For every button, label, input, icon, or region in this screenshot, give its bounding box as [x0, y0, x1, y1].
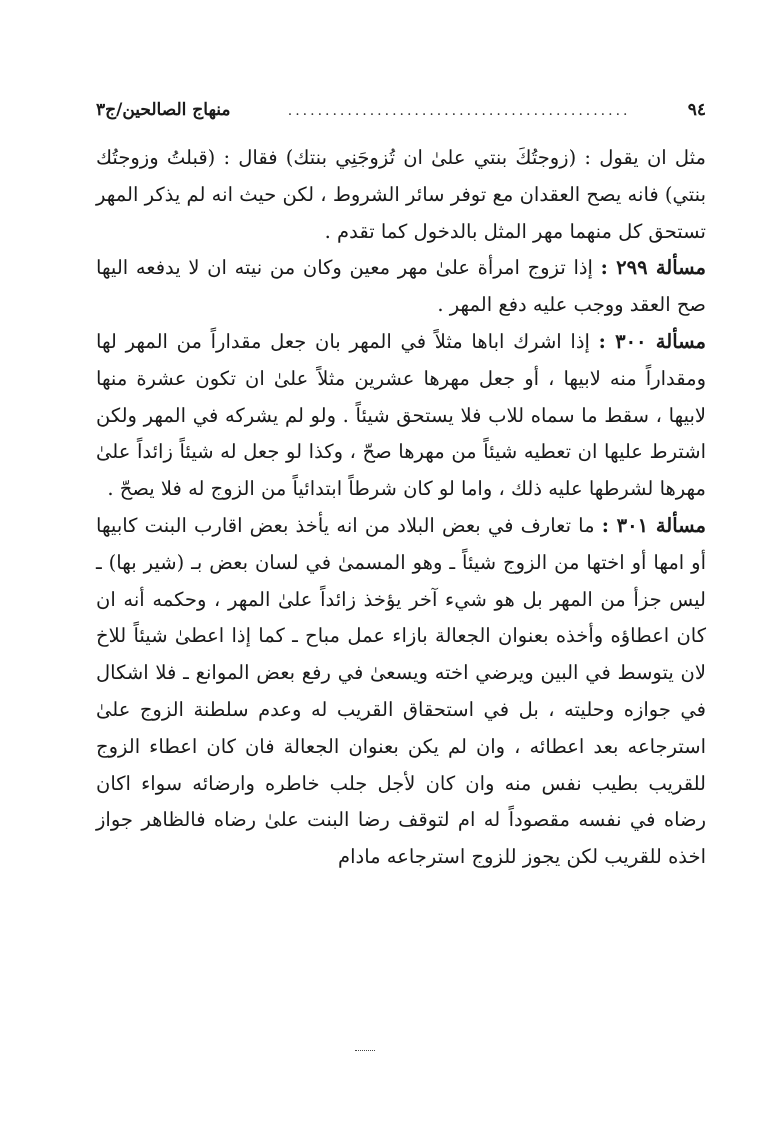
- paragraph-issue-300: [96, 324, 706, 508]
- issue-301-label: مسألة ٣٠١ :: [601, 513, 707, 537]
- issue-299-text: إذا تزوج امرأة علىٰ مهر معين وكان من نيته ان لا يدفعه اليها صح العقد ووجب عليه دفع المهر .: [96, 256, 706, 317]
- issue-301-text: ما تعارف في بعض البلاد من انه يأخذ بعض اقارب البنت كابيها أو امها أو اختها من الزوج شيئاً ـ وهو المسمىٰ في لسان بعض بـ (شير بها) ـ ليس جزأ من المهر بل هو شيء آخر يؤخذ زائداً علىٰ المهر ، وحكمه أنه ان كان اعطاؤه وأخذه بعنوان الجعالة بازاء عمل مباح ـ كما إذا اعطىٰ شيئاً للاخ لان يتوسط في البين ويرضي اخته ويسعىٰ في رفع بعض الموانع ـ فلا اشكال في جوازه وحليته ، بل في استحقاق القريب له وعدم سلطنة الزوج علىٰ استرجاعه بعد اعطائه ، وان لم يكن بعنوان الجعالة فان كان اعطاء الزوج للقريب بطيب نفس منه وان كان لأجل جلب خاطره وارضائه سواء اكان رضاه في نفسه مقصوداً له ام لتوقف رضا البنت علىٰ رضاه فالظاهر جواز اخذه للقريب لكن يجوز للزوج استرجاعه مادام: [96, 513, 706, 869]
- issue-300-text: إذا اشرك اباها مثلاً في المهر بان جعل مقداراً من المهر لها ومقداراً منه لابيها ، أو جعل مهرها عشرين مثلاً علىٰ ان تكون عشرة منها لابيها ، سقط ما سماه للاب فلا يستحق شيئاً . ولو لم يشركه في المهر ولكن اشترط عليها ان تعطيه شيئاً من مهرها صحّ ، وكذا لو جعل له شيئاً زائداً علىٰ مهرها لشرطها عليه ذلك ، واما لو كان شرطاً ابتدائياً من الزوج له فلا يصحّ .: [96, 329, 706, 501]
- issue-299-label: مسألة ٢٩٩ :: [600, 256, 706, 280]
- paragraph-intro-text: مثل ان يقول : (زوجتُكَ بنتي علىٰ ان تُزوجَنِي بنتك) فقال : (قبلتُ وزوجتُك بنتي) فانه يصح العقدان مع توفر سائر الشروط ، لكن حيث انه لم يذكر المهر تستحق كل منهما مهر المثل بالدخول كما تقدم .: [96, 146, 706, 243]
- page-header: [96, 100, 706, 132]
- document-page: [96, 100, 706, 876]
- header-leader-dots: ..............................................: [287, 103, 631, 119]
- running-title: منهاج الصالحين/ج٣: [96, 100, 231, 120]
- footer-divider: [355, 1050, 375, 1051]
- paragraph-issue-301: [96, 508, 706, 876]
- issue-300-label: مسألة ٣٠٠ :: [598, 329, 706, 353]
- body-text: [96, 140, 706, 876]
- paragraph-intro: [96, 140, 706, 250]
- paragraph-issue-299: [96, 250, 706, 324]
- page-number: ٩٤: [687, 100, 706, 120]
